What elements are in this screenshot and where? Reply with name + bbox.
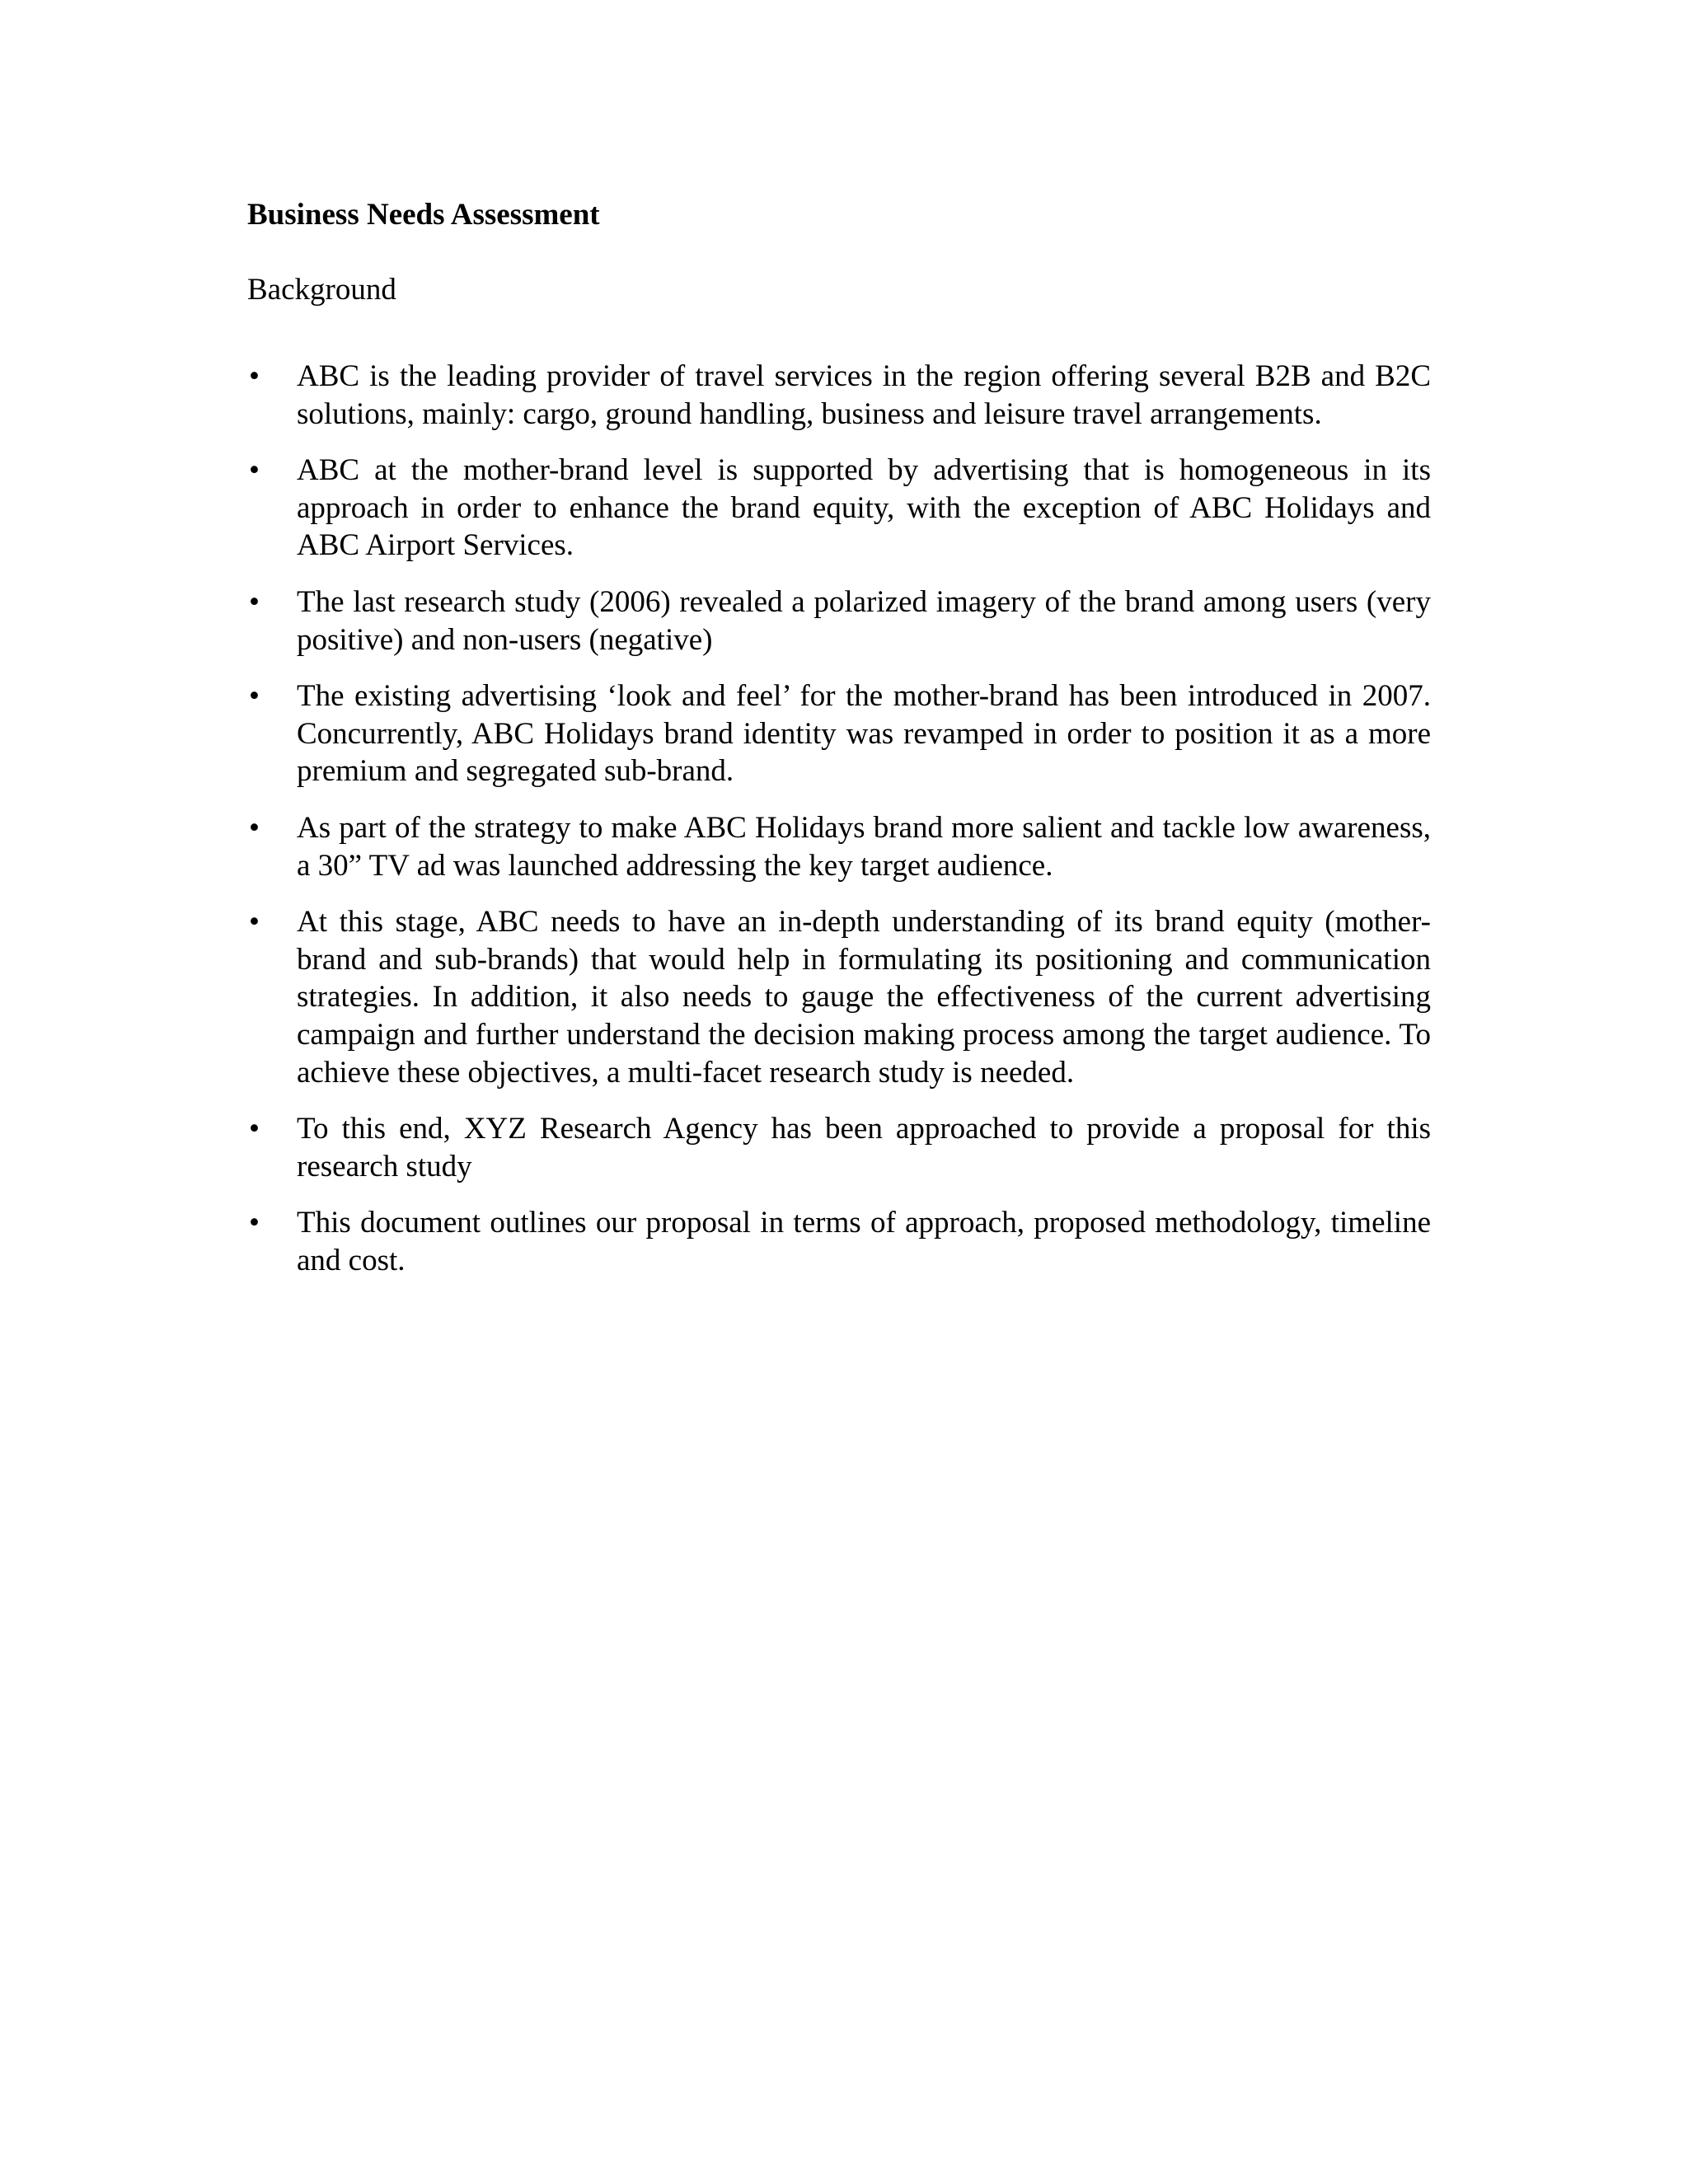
list-item [247, 1110, 1431, 1185]
bullet-icon: • [249, 1206, 260, 1240]
bullet-icon: • [249, 584, 260, 619]
list-item [247, 1204, 1431, 1279]
background-bullet-list [247, 358, 1431, 1279]
list-item [247, 358, 1431, 433]
bullet-icon: • [249, 1112, 260, 1146]
bullet-text: The existing advertising ‘look and feel’ for the mother-brand has been introduced in 2007. Concurrently, ABC Holidays brand identity was revamped in order to position it as a more premium and segregated sub-brand. [297, 679, 1431, 789]
bullet-icon: • [249, 679, 260, 714]
list-item [247, 583, 1431, 658]
bullet-icon: • [249, 905, 260, 940]
list-item [247, 677, 1431, 790]
list-item [247, 903, 1431, 1091]
bullet-text: ABC at the mother-brand level is supported by advertising that is homogeneous in its approach in order to enhance the brand equity, with the exception of ABC Holidays and ABC Airport Services. [297, 453, 1431, 563]
bullet-icon: • [249, 810, 260, 845]
list-item [247, 809, 1431, 884]
bullet-text: ABC is the leading provider of travel services in the region offering several B2B and B2C solutions, mainly: cargo, ground handling, business and leisure travel arrangements. [297, 359, 1431, 431]
document-title: Business Needs Assessment [247, 198, 600, 232]
bullet-icon: • [249, 359, 260, 393]
document-body [247, 196, 1431, 1298]
bullet-icon: • [249, 453, 260, 488]
bullet-text: At this stage, ABC needs to have an in-depth understanding of its brand equity (mother-brand and sub-brands) that would help in formulating its positioning and communication strategies. In addition, it also needs to gauge the effectiveness of the current advertising campaign and further understand the decision making process among the target audience. To achieve these objectives, a multi-facet research study is needed. [297, 905, 1431, 1090]
bullet-text: The last research study (2006) revealed a polarized imagery of the brand among users (very positive) and non-users (negative) [297, 584, 1431, 657]
list-item [247, 452, 1431, 565]
bullet-text: This document outlines our proposal in terms of approach, proposed methodology, timeline and cost. [297, 1206, 1431, 1277]
bullet-text: As part of the strategy to make ABC Holidays brand more salient and tackle low awareness, a 30” TV ad was launched addressing the key target audience. [297, 810, 1431, 883]
bullet-text: To this end, XYZ Research Agency has been approached to provide a proposal for this research study [297, 1112, 1431, 1183]
section-label: Background [247, 273, 396, 307]
